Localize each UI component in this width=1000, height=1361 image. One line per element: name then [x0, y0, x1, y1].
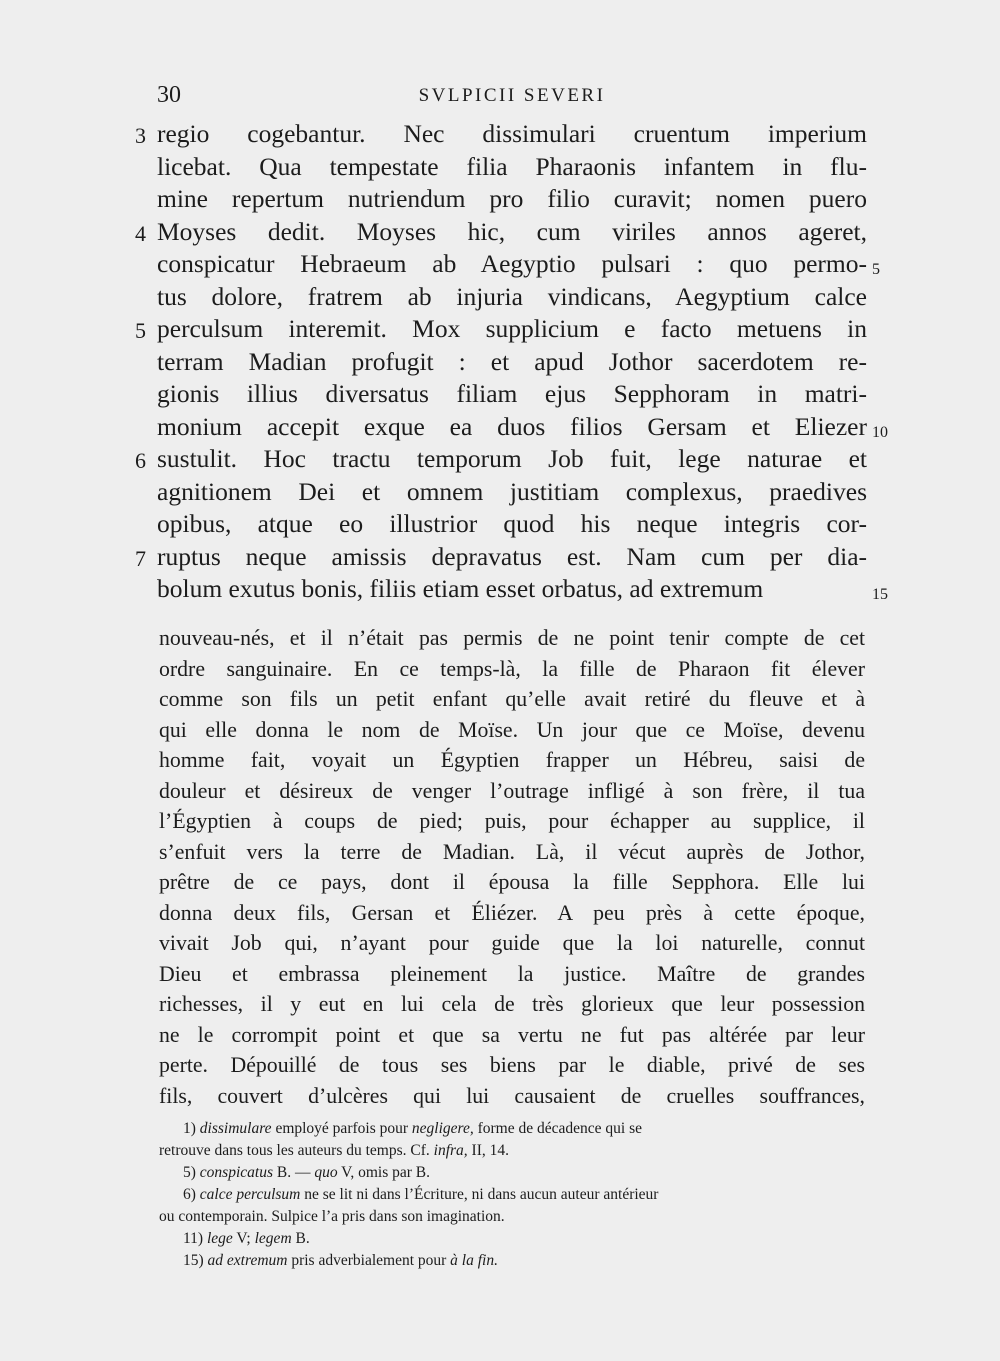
french-line-text: s’enfuit vers la terre de Madian. Là, il vécut auprès de Jothor,: [159, 839, 865, 864]
latin-line-text: Moyses dedit. Moyses hic, cum viriles annos ageret,: [157, 216, 867, 246]
footnotes: [159, 1118, 864, 1272]
latin-line: [157, 476, 867, 509]
latin-line-text: regio cogebantur. Nec dissimulari cruentum imperium: [157, 119, 867, 148]
section-number: 4: [135, 220, 146, 246]
french-line: [159, 715, 865, 746]
latin-line-text: conspicatur Hebraeum ab Aegyptio pulsari : quo permo-: [157, 249, 867, 278]
latin-line-text: terram Madian profugit : et apud Jothor sacerdotem re-: [157, 346, 867, 376]
latin-line: [157, 346, 867, 379]
latin-line: [135, 118, 867, 151]
french-line: [159, 745, 865, 776]
french-line: [159, 654, 865, 685]
latin-line: [157, 248, 880, 281]
french-line-text: fils, couvert d’ulcères qui lui causaient de cruelles souffrances,: [159, 1083, 865, 1108]
french-translation: [159, 623, 865, 1111]
french-line: [159, 989, 865, 1020]
latin-line-text: perculsum interemit. Mox supplicium e facto metuens in: [157, 314, 867, 343]
footnote-6-continued: ou contemporain. Sulpice l’a pris dans son imagination.: [159, 1208, 505, 1225]
french-line-text: comme son fils un petit enfant qu’elle avait retiré du fleuve et à: [159, 687, 865, 711]
footnote-6: 6) calce perculsum ne se lit ni dans l’Écriture, ni dans aucun auteur antérieur: [183, 1186, 659, 1203]
french-line: [159, 806, 865, 837]
section-number: 5: [135, 318, 146, 343]
footnote-1-continued: retrouve dans tous les auteurs du temps. Cf. infra, II, 14.: [159, 1142, 509, 1159]
line-number: 15: [872, 586, 888, 603]
page-header: [157, 82, 867, 112]
french-line-text: nouveau-nés, et il n’était pas permis de ne point tenir compte de cet: [159, 626, 865, 650]
section-number: 3: [135, 123, 146, 148]
french-line-text: homme fait, voyait un Égyptien frapper un Hébreu, saisi de: [159, 748, 865, 772]
latin-line-text: bolum exutus bonis, filiis etiam esset orbatus, ad extremum: [157, 574, 764, 603]
french-line-text: vivait Job qui, n’ayant pour guide que la loi naturelle, connut: [159, 931, 865, 955]
latin-line: [157, 281, 867, 314]
section-number: 6: [135, 448, 146, 473]
latin-line-text: licebat. Qua tempestate filia Pharaonis infantem in flu-: [157, 151, 867, 181]
running-title: SVLPICII SEVERI: [418, 85, 606, 106]
footnote-15: 15) ad extremum pris adverbialement pour à la fin.: [183, 1252, 498, 1269]
french-line: [159, 684, 865, 715]
latin-line: [157, 378, 867, 411]
french-line-text: l’Égyptien à coups de pied; puis, pour échapper au supplice, il: [159, 809, 865, 833]
latin-line: [157, 508, 867, 541]
latin-line-text: agnitionem Dei et omnem justitiam complexus, praedives: [157, 476, 867, 506]
french-line: [159, 623, 865, 654]
latin-line: [135, 216, 867, 249]
french-line-text: perte. Dépouillé de tous ses biens par le diable, privé de ses: [159, 1053, 865, 1077]
french-line: [159, 867, 865, 898]
french-line: [159, 776, 865, 807]
latin-text: [135, 118, 888, 606]
latin-line-text: opibus, atque eo illustrior quod his neque integris cor-: [157, 509, 867, 538]
footnote-11: 11) lege V; legem B.: [183, 1230, 310, 1247]
french-line: [159, 898, 865, 929]
french-line: [159, 928, 865, 959]
section-number: 7: [135, 545, 146, 571]
french-line-text: richesses, il y eut en lui cela de très glorieux que leur possession: [159, 992, 865, 1016]
line-number: 5: [872, 261, 880, 278]
french-line-text: Dieu et embrassa pleinement la justice. Maître de grandes: [159, 961, 865, 986]
latin-line-text: tus dolore, fratrem ab injuria vindicans, Aegyptium calce: [157, 281, 867, 311]
french-line-text: ne le corrompit point et que sa vertu ne fut pas altérée par leur: [159, 1022, 865, 1047]
latin-line: [135, 443, 867, 476]
french-line-text: douleur et désireux de venger l’outrage infligé à son frère, il tua: [159, 778, 865, 803]
latin-line: [157, 573, 888, 606]
french-line-text: donna deux fils, Gersan et Éliézer. A peu près à cette époque,: [159, 900, 865, 925]
latin-line: [157, 411, 888, 444]
latin-line: [135, 313, 867, 346]
latin-line-text: ruptus neque amissis depravatus est. Nam cum per dia-: [157, 541, 867, 571]
french-line: [159, 1050, 865, 1081]
footnote-1: 1) dissimulare employé parfois pour negligere, forme de décadence qui se: [183, 1120, 642, 1137]
latin-line-text: monium accepit exque ea duos filios Gersam et Eliezer: [157, 411, 867, 441]
french-line: [159, 1020, 865, 1051]
french-line-text: ordre sanguinaire. En ce temps-là, la fille de Pharaon fit élever: [159, 656, 865, 681]
line-number: 10: [872, 423, 888, 441]
page-number: 30: [157, 82, 181, 108]
french-line: [159, 1081, 865, 1112]
footnote-5: 5) conspicatus B. — quo V, omis par B.: [183, 1164, 431, 1181]
french-line-text: qui elle donna le nom de Moïse. Un jour que ce Moïse, devenu: [159, 717, 865, 742]
latin-line: [135, 541, 867, 574]
french-line-text: prêtre de ce pays, dont il épousa la fille Sepphora. Elle lui: [159, 870, 865, 894]
french-line: [159, 959, 865, 990]
french-line: [159, 837, 865, 868]
latin-line-text: mine repertum nutriendum pro filio curavit; nomen puero: [157, 184, 867, 213]
latin-line: [157, 151, 867, 184]
latin-line-text: gionis illius diversatus filiam ejus Sepphoram in matri-: [157, 379, 867, 408]
latin-line-text: sustulit. Hoc tractu temporum Job fuit, lege naturae et: [157, 444, 867, 473]
latin-line: [157, 183, 867, 216]
